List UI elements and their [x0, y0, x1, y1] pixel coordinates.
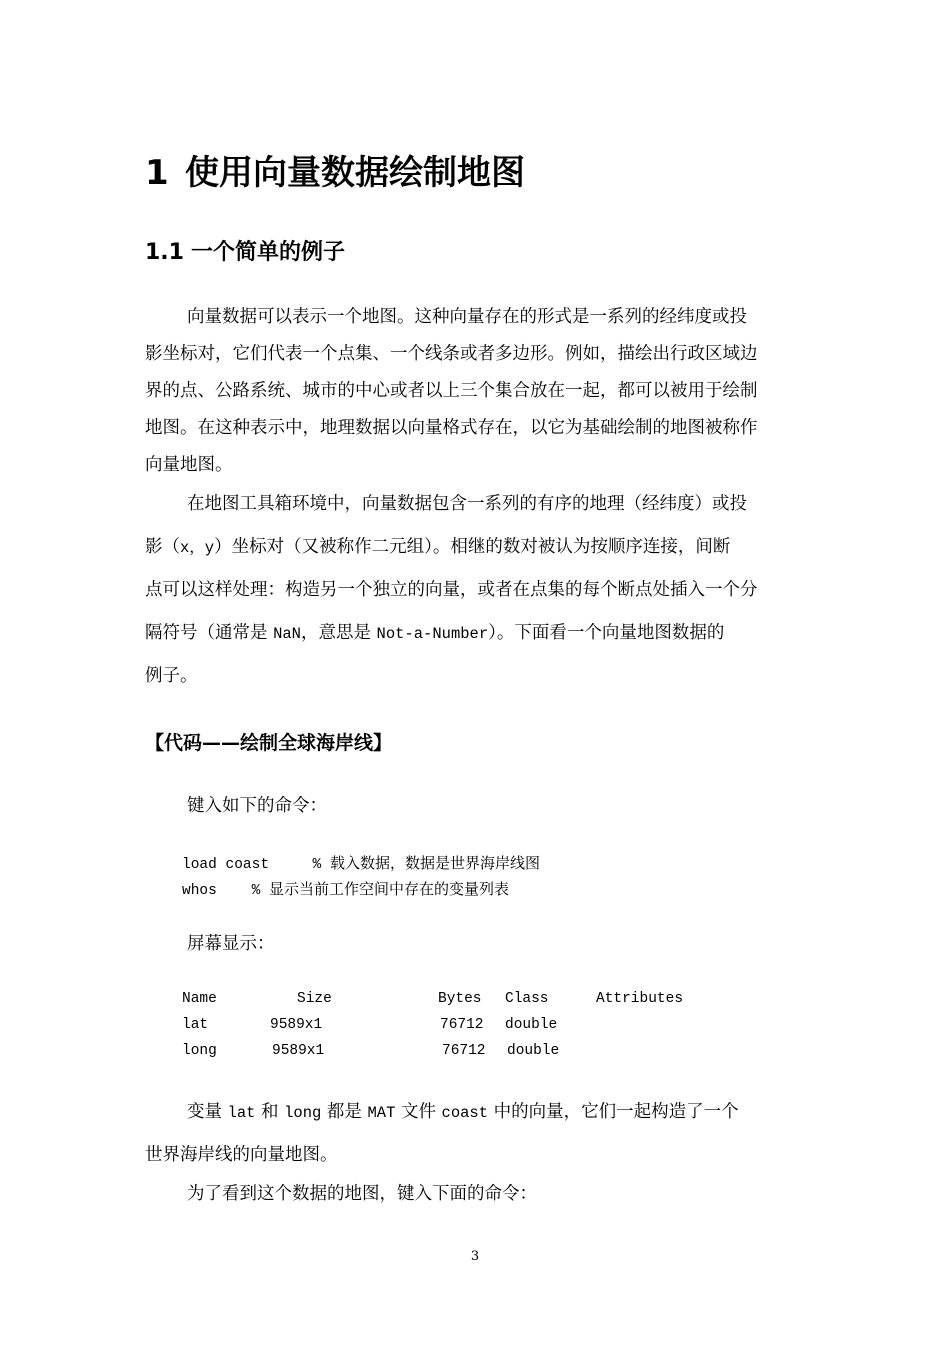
code-comment-mark: % [312, 857, 330, 873]
paragraph-lat-long [145, 1091, 807, 1177]
column-header-bytes: Bytes [438, 991, 482, 1007]
cell-class: double [507, 1043, 560, 1059]
text-run: 变量 [187, 1102, 228, 1122]
code-command: load coast [182, 857, 313, 873]
cell-size: 9589x1 [272, 1043, 325, 1059]
cell-name: long [182, 1043, 217, 1059]
column-header-size: Size [297, 991, 332, 1007]
code-section-title: 【代码——绘制全球海岸线】 [145, 732, 393, 754]
instruction-text: 键入如下的命令： [187, 796, 327, 816]
instruction-text: 为了看到这个数据的地图，键入下面的命令： [187, 1184, 537, 1204]
section-title: 一个简单的例子 [191, 240, 346, 265]
code-block [182, 850, 540, 902]
code-comment-mark: % [251, 883, 270, 899]
cell-class: double [505, 1017, 558, 1033]
column-header-name: Name [182, 991, 217, 1007]
paragraph-line [145, 1091, 807, 1134]
cell-bytes: 76712 [442, 1043, 486, 1059]
code-comment: 载入数据，数据是世界海岸线图 [329, 854, 540, 872]
paragraph-line: 例子。 [145, 666, 198, 686]
paragraph-vector-data-intro [145, 299, 807, 484]
page-number: 3 [470, 1249, 480, 1264]
text-run: 文件 [395, 1102, 442, 1122]
section-heading [145, 236, 345, 270]
text-run: 都是 [321, 1102, 368, 1122]
text-run: ）。下面看一个向量地图数据的 [488, 623, 725, 643]
code-comment: 显示当前工作空间中存在的变量列表 [269, 880, 510, 898]
text-run: ，意思是 [300, 623, 377, 643]
paragraph-line: 影坐标对，它们代表一个点集、一个线条或者多边形。例如，描绘出行政区域边 [145, 344, 758, 364]
paragraph-toolbox-vectors [145, 483, 807, 698]
code-run: long [284, 1104, 322, 1122]
code-run: x，y [180, 539, 215, 557]
paragraph-line: 地图。在这种表示中，地理数据以向量格式存在，以它为基础绘制的地图被称作 [145, 418, 758, 438]
code-run: lat [227, 1104, 256, 1122]
text-run: ）坐标对（又被称作二元组）。相继的数对被认为按顺序连接，间断 [214, 537, 731, 557]
cell-size: 9589x1 [270, 1017, 323, 1033]
cell-bytes: 76712 [440, 1017, 484, 1033]
column-header-class: Class [505, 991, 549, 1007]
text-run: 和 [255, 1102, 285, 1122]
text-run: 中的向量，它们一起构造了一个 [488, 1102, 739, 1122]
paragraph-line: 向量地图。 [145, 455, 233, 475]
paragraph-line: 世界海岸线的向量地图。 [145, 1145, 338, 1165]
text-run: 影（ [145, 537, 180, 557]
code-line [182, 876, 540, 902]
section-number: 1.1 [145, 240, 184, 265]
code-run: MAT [367, 1104, 396, 1122]
chapter-heading [145, 148, 525, 198]
paragraph-line: 界的点、公路系统、城市的中心或者以上三个集合放在一起，都可以被用于绘制 [145, 381, 758, 401]
chapter-title: 使用向量数据绘制地图 [185, 153, 525, 193]
code-run: Not-a-Number [376, 625, 489, 643]
paragraph-line [145, 612, 807, 655]
cell-name: lat [182, 1017, 209, 1033]
code-command: whos [182, 883, 252, 899]
code-run: coast [441, 1104, 489, 1122]
column-header-attributes: Attributes [596, 991, 684, 1007]
paragraph-line: 向量数据可以表示一个地图。这种向量存在的形式是一系列的经纬度或投 [187, 307, 747, 327]
paragraph-line [145, 526, 807, 569]
screen-output-label: 屏幕显示： [187, 934, 275, 954]
code-line [182, 850, 540, 876]
text-run: 隔符号（通常是 [145, 623, 274, 643]
code-run: NaN [273, 625, 301, 643]
chapter-number: 1 [145, 153, 169, 193]
paragraph-line: 点可以这样处理：构造另一个独立的向量，或者在点集的每个断点处插入一个分 [145, 580, 758, 600]
paragraph-line: 在地图工具箱环境中，向量数据包含一系列的有序的地理（经纬度）或投 [187, 494, 747, 514]
